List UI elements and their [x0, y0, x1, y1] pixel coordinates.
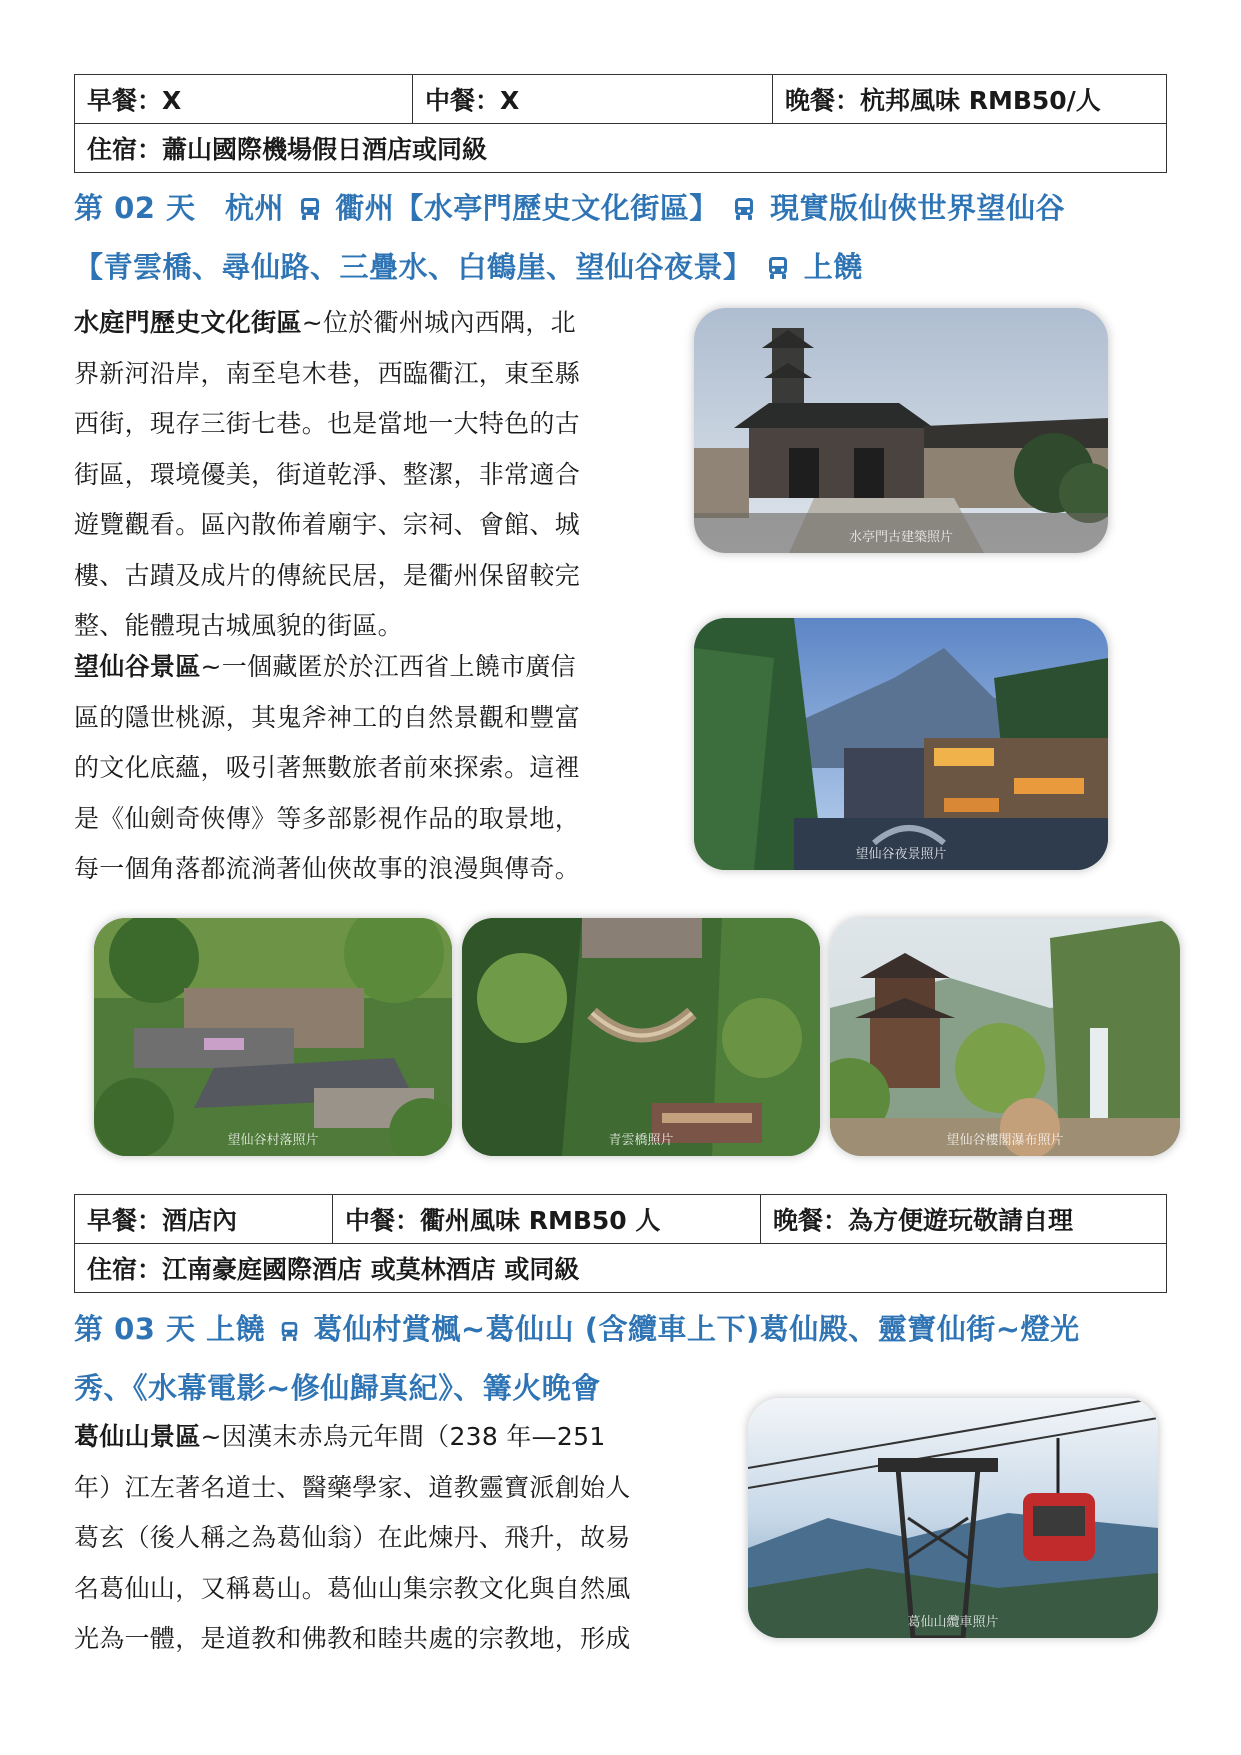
paragraph-line: 區的隱世桃源，其鬼斧神工的自然景觀和豐富 [74, 702, 581, 732]
day2-heading-seg1: 衢州【水亭門歷史文化街區】 [335, 191, 719, 225]
paragraph-lead: 望仙谷景區 [74, 652, 201, 681]
day2-breakfast: 早餐：酒店內 [75, 1195, 333, 1244]
bus-icon [299, 197, 321, 221]
day2-paragraph-shuitingmen [74, 298, 674, 652]
photo-wangxiangu-night [694, 618, 1108, 870]
paragraph-line: 西街，現存三街七巷。也是當地一大特色的古 [74, 409, 581, 438]
paragraph-line: 的文化底蘊，吸引著無數旅者前來探索。這裡 [74, 753, 581, 782]
day2-heading-seg2: 現實版仙俠世界望仙谷 [770, 191, 1066, 225]
day3-heading-rest: 葛仙村賞楓~葛仙山 (含纜車上下)葛仙殿、靈寶仙街~燈光 [313, 1312, 1080, 1346]
photo-qingyun-bridge [462, 918, 820, 1156]
paragraph-line: ~位於衢州城內西隅，北 [301, 308, 576, 337]
day2-heading-line2 [74, 245, 863, 286]
paragraph-line: 遊覽觀看。區內散佈着廟宇、宗祠、會館、城 [74, 510, 581, 539]
photo-pavilion-waterfall [830, 918, 1180, 1156]
paragraph-line: 每一個角落都流淌著仙俠故事的浪漫與傳奇。 [74, 854, 581, 883]
paragraph-lead: 葛仙山景區 [74, 1422, 201, 1451]
day2-heading-prefix: 第 02 天 杭州 [74, 191, 285, 225]
paragraph-lead: 水庭門歷史文化街區 [74, 308, 302, 337]
photo-village [94, 918, 452, 1156]
paragraph-line: 年）江左著名道士、醫藥學家、道教靈寶派創始人 [74, 1472, 631, 1502]
day2-hotel: 住宿：江南豪庭國際酒店 或莫林酒店 或同級 [75, 1244, 1167, 1293]
day1-hotel: 住宿：蕭山國際機場假日酒店或同級 [75, 124, 1167, 173]
photo-caption: 望仙谷夜景照片 [855, 847, 947, 862]
photo-caption: 水亭門古建築照片 [848, 530, 953, 545]
day3-heading-prefix: 第 03 天 上饒 [74, 1312, 266, 1346]
day3-heading-line1 [74, 1307, 1080, 1348]
paragraph-line: 整、能體現古城風貌的街區。 [74, 611, 403, 640]
day3-paragraph-gexianshan [74, 1412, 714, 1665]
photo-caption: 望仙谷樓閣瀑布照片 [946, 1133, 1064, 1148]
paragraph-line: 樓、古蹟及成片的傳統民居，是衢州保留較完 [74, 560, 581, 590]
photo-caption: 葛仙山纜車照片 [907, 1615, 999, 1630]
paragraph-line: 光為一體，是道教和佛教和睦共處的宗教地，形成 [74, 1624, 631, 1653]
day2-heading-line1 [74, 186, 1065, 227]
photo-cable-car [748, 1398, 1158, 1638]
paragraph-line: 街區，環境優美，街道乾淨、整潔，非常適合 [74, 459, 581, 489]
day2-heading-seg4: 上饒 [803, 250, 863, 284]
day1-meal-table [74, 74, 1167, 173]
day1-lunch: 中餐：X [413, 75, 773, 124]
day2-lunch: 中餐：衢州風味 RMB50 人 [333, 1195, 761, 1244]
paragraph-line: 名葛仙山，又稱葛山。葛仙山集宗教文化與自然風 [74, 1573, 631, 1603]
paragraph-line: ~一個藏匿於於江西省上饒市廣信 [200, 652, 576, 681]
photo-caption: 青雲橋照片 [608, 1133, 674, 1148]
photo-caption: 望仙谷村落照片 [227, 1133, 319, 1148]
day2-heading-seg3: 【青雲橋、尋仙路、三疊水、白鶴崖、望仙谷夜景】 [74, 250, 753, 284]
bus-icon [733, 197, 755, 221]
paragraph-line: ~因漢末赤烏元年間（238 年—251 [200, 1422, 606, 1451]
paragraph-line: 界新河沿岸，南至皂木巷，西臨衢江，東至縣 [74, 358, 581, 388]
photo-shuitingmen-temple [694, 308, 1108, 553]
paragraph-line: 葛玄（後人稱之為葛仙翁）在此煉丹、飛升，故易 [74, 1523, 631, 1552]
paragraph-line: 是《仙劍奇俠傳》等多部影視作品的取景地， [74, 803, 581, 833]
day2-meal-table [74, 1194, 1167, 1293]
bus-icon [280, 1321, 299, 1342]
day3-heading-line2: 秀、《水幕電影~修仙歸真紀》、篝火晚會 [74, 1371, 601, 1405]
bus-icon [767, 256, 789, 280]
day1-breakfast: 早餐：X [75, 75, 413, 124]
day2-dinner: 晚餐：為方便遊玩敬請自理 [761, 1195, 1167, 1244]
day2-paragraph-wangxiangu [74, 642, 674, 895]
day1-dinner: 晚餐：杭邦風味 RMB50/人 [773, 75, 1167, 124]
